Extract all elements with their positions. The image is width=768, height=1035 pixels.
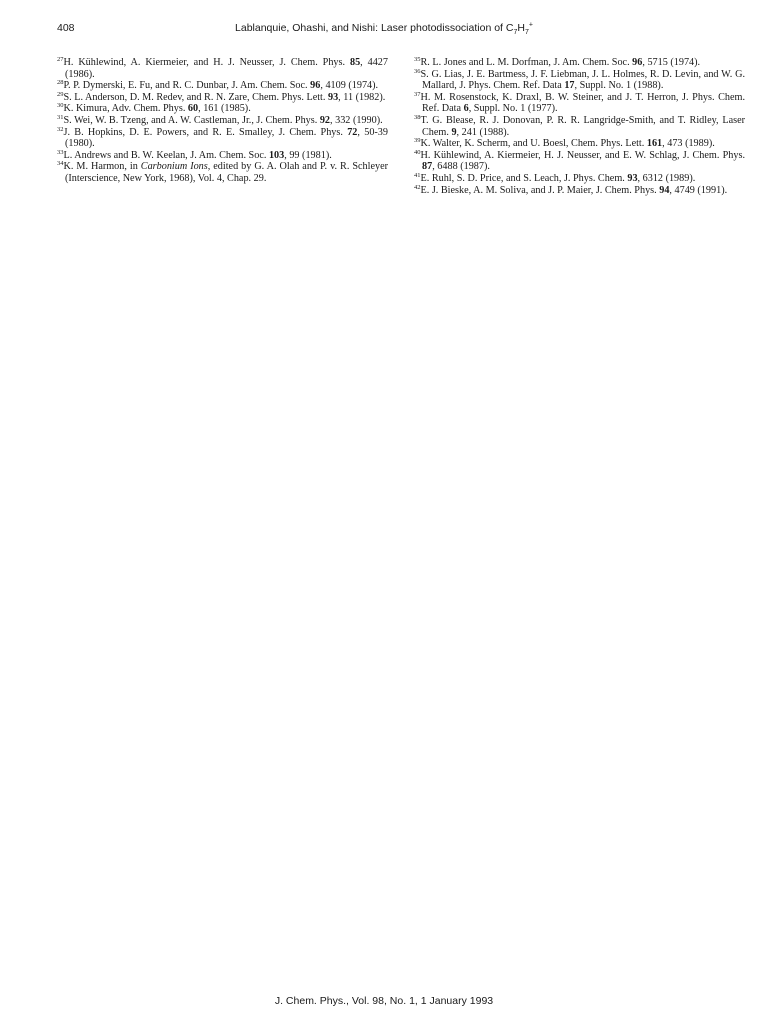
reference-number: 28 bbox=[57, 79, 64, 87]
reference-number: 29 bbox=[57, 90, 64, 98]
reference-text-end: , 4109 (1974). bbox=[320, 80, 379, 92]
reference-entry bbox=[414, 115, 745, 138]
reference-entry bbox=[57, 150, 388, 162]
reference-entry bbox=[414, 138, 745, 150]
reference-volume: 9 bbox=[451, 126, 457, 138]
reference-text: L. Andrews and B. W. Keelan, J. Am. Chem. Soc. bbox=[63, 149, 269, 161]
reference-entry bbox=[57, 80, 388, 92]
reference-text: H. Kühlewind, A. Kiermeier, and H. J. Neusser, J. Chem. Phys. bbox=[63, 57, 350, 68]
reference-text: T. G. Blease, R. J. Donovan, P. R. R. Langridge-Smith, and T. Ridley, Laser Chem. bbox=[420, 114, 745, 138]
reference-entry bbox=[414, 185, 745, 197]
references-right-column bbox=[414, 57, 745, 196]
reference-entry bbox=[57, 115, 388, 127]
reference-number: 39 bbox=[414, 137, 421, 145]
formula-h: H bbox=[517, 22, 525, 34]
reference-text-end: , 473 (1989). bbox=[662, 138, 715, 150]
reference-text: J. B. Hopkins, D. E. Powers, and R. E. Smalley, J. Chem. Phys. bbox=[63, 126, 348, 138]
formula-subscript-h: 7 bbox=[524, 29, 529, 37]
reference-text: K. Kimura, Adv. Chem. Phys. bbox=[63, 103, 188, 115]
reference-text: E. Ruhl, S. D. Price, and S. Leach, J. Phys. Chem. bbox=[420, 172, 628, 184]
reference-number: 33 bbox=[57, 148, 64, 156]
reference-text-end: , Suppl. No. 1 (1977). bbox=[468, 103, 558, 115]
reference-text-end: , 5715 (1974). bbox=[642, 57, 701, 68]
reference-text-end: , Suppl. No. 1 (1988). bbox=[574, 80, 664, 92]
reference-number: 27 bbox=[57, 56, 64, 63]
reference-volume: 6 bbox=[463, 103, 469, 115]
reference-number: 31 bbox=[57, 113, 64, 121]
reference-text-end: edited by G. A. Olah and P. v. R. Schleyer (Interscience, New York, 1968), Vol. 4, Chap. 29. bbox=[65, 161, 388, 184]
reference-text: K. Walter, K. Scherm, and U. Boesl, Chem. Phys. Lett. bbox=[420, 138, 647, 150]
reference-text-end: , 241 (1988). bbox=[456, 126, 510, 138]
reference-text: E. J. Bieske, A. M. Soliva, and J. P. Maier, J. Chem. Phys. bbox=[420, 184, 660, 196]
reference-number: 32 bbox=[57, 125, 64, 133]
reference-volume: 94 bbox=[659, 184, 670, 196]
reference-entry bbox=[57, 161, 388, 184]
reference-entry bbox=[414, 150, 745, 173]
reference-number: 40 bbox=[414, 148, 421, 156]
page-number: 408 bbox=[57, 22, 75, 34]
running-title bbox=[0, 20, 768, 36]
reference-number: 38 bbox=[414, 113, 421, 121]
reference-volume: 92 bbox=[319, 114, 331, 126]
reference-book-title: Carbonium Ions, bbox=[140, 161, 211, 173]
reference-text: H. Kühlewind, A. Kiermeier, H. J. Neusser, and E. W. Schlag, J. Chem. Phys. bbox=[420, 149, 745, 161]
reference-text: P. P. Dymerski, E. Fu, and R. C. Dunbar, J. Am. Chem. Soc. bbox=[63, 80, 311, 92]
reference-text: R. L. Jones and L. M. Dorfman, J. Am. Chem. Soc. bbox=[420, 57, 633, 68]
page-header bbox=[0, 20, 768, 36]
reference-text-end: , 99 (1981). bbox=[284, 149, 332, 161]
formula-charge: + bbox=[528, 21, 533, 29]
journal-citation: J. Chem. Phys., Vol. 98, No. 1, 1 January 1993 bbox=[274, 995, 494, 1007]
reference-volume: 93 bbox=[627, 172, 638, 184]
reference-text: S. L. Anderson, D. M. Redev, and R. N. Zare, Chem. Phys. Lett. bbox=[63, 91, 328, 103]
references-left-column bbox=[57, 57, 388, 185]
reference-volume: 161 bbox=[646, 138, 663, 150]
reference-entry bbox=[57, 127, 388, 150]
reference-number: 37 bbox=[414, 90, 421, 98]
reference-text: S. G. Lias, J. E. Bartmess, J. F. Liebman, J. L. Holmes, R. D. Levin, and W. G. Mallard, J. Phys. Chem. Ref. Data bbox=[420, 68, 745, 92]
reference-text-end: , 161 (1985). bbox=[198, 103, 251, 115]
reference-volume: 60 bbox=[187, 103, 199, 115]
reference-entry bbox=[414, 69, 745, 92]
reference-volume: 85 bbox=[349, 57, 361, 68]
reference-entry bbox=[57, 92, 388, 104]
reference-text-end: , 50-39 (1980). bbox=[65, 126, 388, 150]
reference-volume: 72 bbox=[347, 126, 358, 138]
reference-entry bbox=[414, 92, 745, 115]
reference-entry bbox=[414, 173, 745, 185]
running-title-text: Lablanquie, Ohashi, and Nishi: Laser photodissociation of C bbox=[235, 22, 514, 34]
reference-volume: 93 bbox=[327, 91, 339, 103]
reference-text: K. M. Harmon, in bbox=[63, 161, 141, 173]
reference-text-end: , 4749 (1991). bbox=[669, 184, 728, 196]
reference-number: 30 bbox=[57, 102, 64, 110]
reference-text-end: , 332 (1990). bbox=[330, 114, 383, 126]
reference-number: 41 bbox=[414, 171, 421, 179]
reference-number: 34 bbox=[57, 160, 64, 168]
reference-volume: 103 bbox=[268, 149, 285, 161]
reference-volume: 96 bbox=[310, 80, 321, 92]
reference-text: H. M. Rosenstock, K. Draxl, B. W. Steiner, and J. T. Herron, J. Phys. Chem. Ref. Data bbox=[420, 91, 745, 115]
reference-volume: 87 bbox=[422, 161, 433, 173]
reference-number: 42 bbox=[414, 183, 421, 191]
page-footer bbox=[0, 994, 768, 1008]
reference-text-end: , 6312 (1989). bbox=[637, 172, 696, 184]
reference-volume: 96 bbox=[632, 57, 643, 68]
reference-text: S. Wei, W. B. Tzeng, and A. W. Castleman, Jr., J. Chem. Phys. bbox=[63, 114, 320, 126]
reference-entry bbox=[57, 103, 388, 115]
reference-number: 36 bbox=[414, 67, 421, 75]
reference-entry bbox=[414, 57, 745, 69]
reference-number: 35 bbox=[414, 56, 421, 63]
reference-entry bbox=[57, 57, 388, 80]
reference-volume: 17 bbox=[564, 80, 575, 92]
reference-text-end: , 11 (1982). bbox=[338, 91, 386, 103]
reference-text-end: , 4427 (1986). bbox=[65, 57, 388, 80]
formula-subscript-c: 7 bbox=[513, 29, 518, 37]
reference-text-end: , 6488 (1987). bbox=[432, 161, 490, 173]
